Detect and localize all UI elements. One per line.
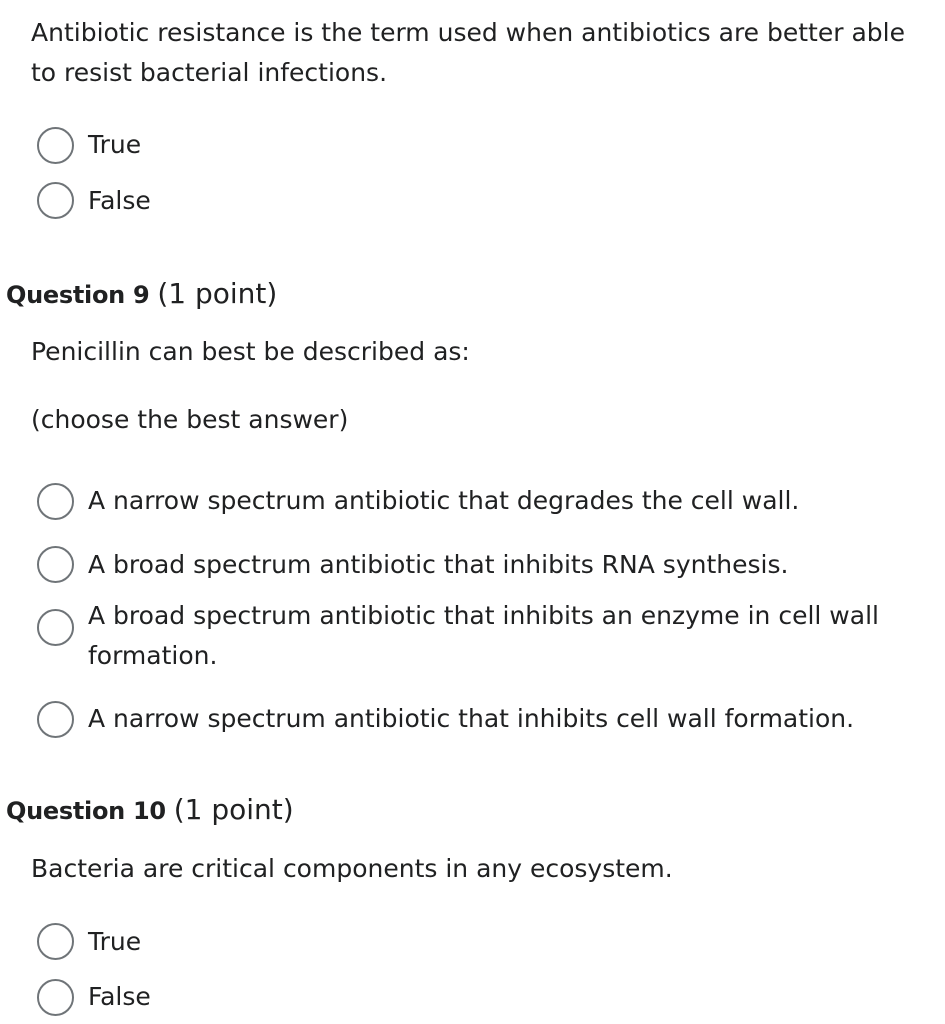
- q9-option-a-radio[interactable]: [37, 483, 74, 520]
- question-10-text: Bacteria are critical components in any ecosystem.: [31, 854, 673, 883]
- q10-option-true-radio[interactable]: [37, 923, 74, 960]
- q8-option-false-label[interactable]: False: [88, 186, 151, 215]
- q9-option-d-radio[interactable]: [37, 701, 74, 738]
- question-9-label: Question 9: [6, 281, 150, 309]
- question-10-points: (1 point): [173, 793, 294, 826]
- q10-option-true-label[interactable]: True: [88, 927, 142, 956]
- question-9-text: Penicillin can best be described as:: [31, 337, 470, 366]
- q8-option-false-radio[interactable]: [37, 182, 74, 219]
- q9-option-c-radio[interactable]: [37, 609, 74, 646]
- q10-option-false-label[interactable]: False: [88, 982, 151, 1011]
- q9-option-c-label[interactable]: A broad spectrum antibiotic that inhibits an enzyme in cell wall formation.: [88, 601, 879, 670]
- q9-option-b-label[interactable]: A broad spectrum antibiotic that inhibits RNA synthesis.: [88, 550, 789, 579]
- q9-option-d-label[interactable]: A narrow spectrum antibiotic that inhibits cell wall formation.: [88, 704, 855, 733]
- question-9-header: [6, 278, 277, 311]
- q8-option-true-label[interactable]: True: [88, 130, 142, 159]
- q9-option-a-label[interactable]: A narrow spectrum antibiotic that degrades the cell wall.: [88, 486, 800, 515]
- q8-option-true-radio[interactable]: [37, 127, 74, 164]
- question-8-text: Antibiotic resistance is the term used when antibiotics are better able to resist bacterial infections.: [31, 18, 905, 87]
- question-9-points: (1 point): [157, 277, 278, 310]
- question-9-instruction: (choose the best answer): [31, 405, 349, 434]
- question-10-header: [6, 794, 294, 827]
- q10-option-false-radio[interactable]: [37, 979, 74, 1016]
- q9-option-b-radio[interactable]: [37, 546, 74, 583]
- question-10-label: Question 10: [6, 797, 166, 825]
